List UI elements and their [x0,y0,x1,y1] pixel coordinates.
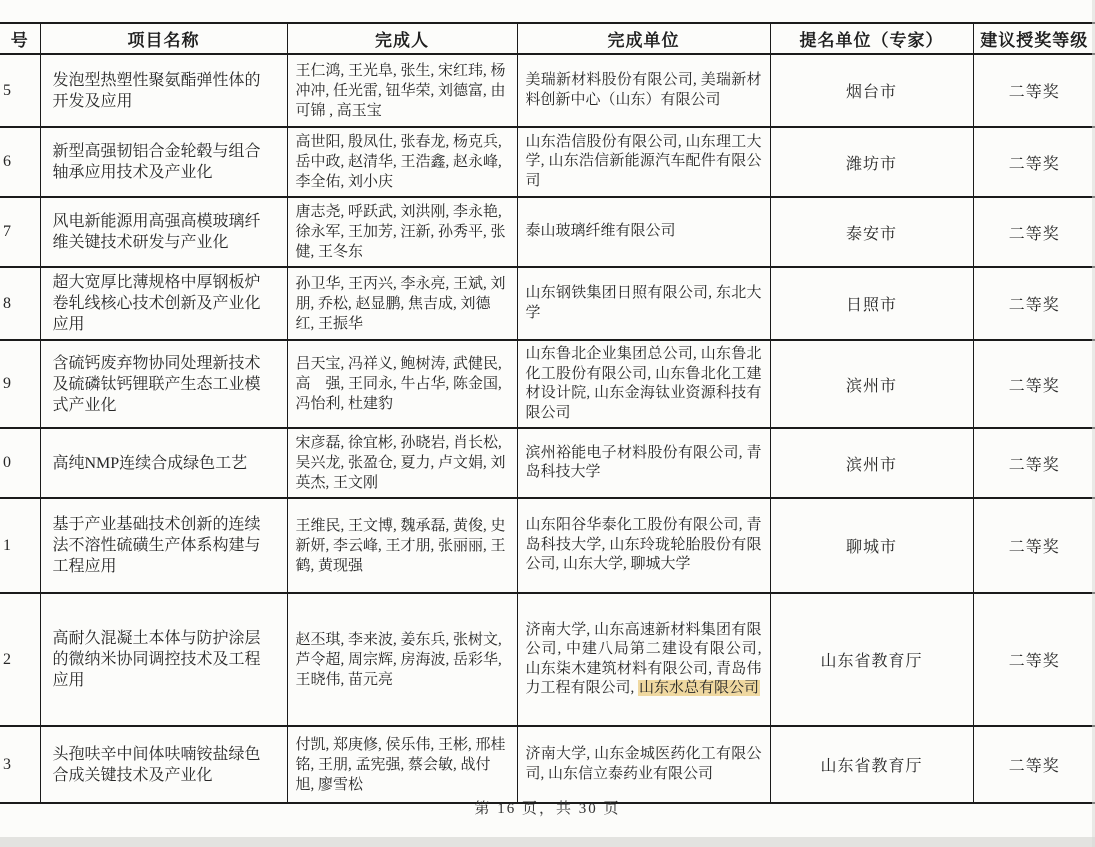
cell-completing-units: 山东浩信股份有限公司, 山东理工大学, 山东浩信新能源汽车配件有限公司 [517,127,770,197]
award-table-body [0,54,1095,803]
cell-completing-units: 山东阳谷华泰化工股份有限公司, 青岛科技大学, 山东玲珑轮胎股份有限公司, 山东大学, 聊城大学 [517,498,770,593]
award-table [0,22,1095,804]
cell-completers: 宋彦磊, 徐宜彬, 孙晓岩, 肖长松, 吴兴龙, 张盈仓, 夏力, 卢文娟, 刘英杰, 王文刚 [287,428,517,498]
award-table-header [0,23,1095,54]
cell-nominating-unit: 聊城市 [770,498,973,593]
cell-project-name: 风电新能源用高强高模玻璃纤维关键技术研发与产业化 [40,197,287,267]
cell-row-number: 5 [0,54,40,127]
cell-project-name: 发泡型热塑性聚氨酯弹性体的开发及应用 [40,54,287,127]
header-cell-3: 完成单位 [517,23,770,54]
table-row [0,726,1095,803]
page-number-footer: 第 16 页，共 30 页 [474,801,621,817]
header-row [0,23,1095,54]
cell-award-level: 二等奖 [973,340,1095,428]
cell-award-level: 二等奖 [973,498,1095,593]
cell-row-number: 6 [0,127,40,197]
cell-row-number: 7 [0,197,40,267]
cell-completers: 赵丕琪, 李来波, 姜东兵, 张树文, 芦令超, 周宗辉, 房海波, 岳彩华, 王晓伟, 苗元亮 [287,593,517,726]
cell-award-level: 二等奖 [973,267,1095,340]
units-text: 济南大学, 山东高速新材料集团有限公司, 中建八局第二建设有限公司, 山东柒木建筑材料有限公司, 青岛伟力工程有限公司, [525,621,762,696]
header-cell-2: 完成人 [287,23,517,54]
table-row [0,197,1095,267]
table-row [0,54,1095,127]
cell-completing-units: 山东钢铁集团日照有限公司, 东北大学 [517,267,770,340]
cell-nominating-unit: 烟台市 [770,54,973,127]
cell-row-number: 8 [0,267,40,340]
header-cell-4: 提名单位（专家） [770,23,973,54]
cell-nominating-unit: 滨州市 [770,340,973,428]
cell-award-level: 二等奖 [973,726,1095,803]
cell-nominating-unit: 山东省教育厅 [770,726,973,803]
cell-row-number: 3 [0,726,40,803]
cell-completers: 唐志尧, 呼跃武, 刘洪刚, 李永艳, 徐永军, 王加芳, 汪新, 孙秀平, 张健, 王冬东 [287,197,517,267]
cell-nominating-unit: 泰安市 [770,197,973,267]
cell-nominating-unit: 潍坊市 [770,127,973,197]
cell-project-name: 基于产业基础技术创新的连续法不溶性硫磺生产体系构建与工程应用 [40,498,287,593]
cell-project-name: 含硫钙废弃物协同处理新技术及硫磷钛钙锂联产生态工业模式产业化 [40,340,287,428]
table-row [0,267,1095,340]
scan-bottom-edge [0,837,1095,847]
header-cell-1: 项目名称 [40,23,287,54]
cell-project-name: 高耐久混凝土本体与防护涂层的微纳米协同调控技术及工程应用 [40,593,287,726]
cell-nominating-unit: 日照市 [770,267,973,340]
header-cell-5: 建议授奖等级 [973,23,1095,54]
cell-award-level: 二等奖 [973,127,1095,197]
cell-completers: 吕天宝, 冯祥义, 鲍树涛, 武健民, 高 强, 王同永, 牛占华, 陈金国, 冯怡利, 杜建豹 [287,340,517,428]
cell-project-name: 头孢呋辛中间体呋喃铵盐绿色合成关键技术及产业化 [40,726,287,803]
cell-completers: 高世阳, 殷凤仕, 张春龙, 杨克兵, 岳中政, 赵清华, 王浩鑫, 赵永峰, 李全佑, 刘小庆 [287,127,517,197]
cell-row-number: 1 [0,498,40,593]
cell-award-level: 二等奖 [973,197,1095,267]
cell-completers: 付凯, 郑庚修, 侯乐伟, 王彬, 邢桂铭, 王朋, 孟宪强, 蔡会敏, 战付旭, 廖雪松 [287,726,517,803]
cell-nominating-unit: 滨州市 [770,428,973,498]
cell-project-name: 新型高强韧铝合金轮毂与组合轴承应用技术及产业化 [40,127,287,197]
cell-completing-units: 山东鲁北企业集团总公司, 山东鲁北化工股份有限公司, 山东鲁北化工建材设计院, 山东金海钛业资源科技有限公司 [517,340,770,428]
highlighted-unit-text: 山东水总有限公司 [639,680,760,696]
cell-row-number: 9 [0,340,40,428]
cell-row-number: 0 [0,428,40,498]
table-row [0,498,1095,593]
cell-award-level: 二等奖 [973,428,1095,498]
cell-row-number: 2 [0,593,40,726]
cell-nominating-unit: 山东省教育厅 [770,593,973,726]
cell-completers: 孙卫华, 王丙兴, 李永亮, 王斌, 刘朋, 乔松, 赵显鹏, 焦吉成, 刘德红, 王振华 [287,267,517,340]
header-cell-0: 号 [0,23,40,54]
table-row [0,340,1095,428]
cell-project-name: 高纯NMP连续合成绿色工艺 [40,428,287,498]
cell-completing-units: 济南大学, 山东金城医药化工有限公司, 山东信立泰药业有限公司 [517,726,770,803]
cell-completers: 王仁鸿, 王光阜, 张生, 宋红玮, 杨冲冲, 任光雷, 钮华荣, 刘德富, 由可锦 , 高玉宝 [287,54,517,127]
table-row [0,127,1095,197]
table-row [0,593,1095,726]
cell-completers: 王维民, 王文博, 魏承磊, 黄俊, 史新妍, 李云峰, 王才朋, 张丽丽, 王鹤, 黄现强 [287,498,517,593]
cell-award-level: 二等奖 [973,54,1095,127]
cell-completing-units [517,593,770,726]
cell-award-level: 二等奖 [973,593,1095,726]
cell-completing-units: 泰山玻璃纤维有限公司 [517,197,770,267]
table-row [0,428,1095,498]
cell-completing-units: 美瑞新材料股份有限公司, 美瑞新材料创新中心（山东）有限公司 [517,54,770,127]
cell-project-name: 超大宽厚比薄规格中厚钢板炉卷轧线核心技术创新及产业化应用 [40,267,287,340]
cell-completing-units: 滨州裕能电子材料股份有限公司, 青岛科技大学 [517,428,770,498]
